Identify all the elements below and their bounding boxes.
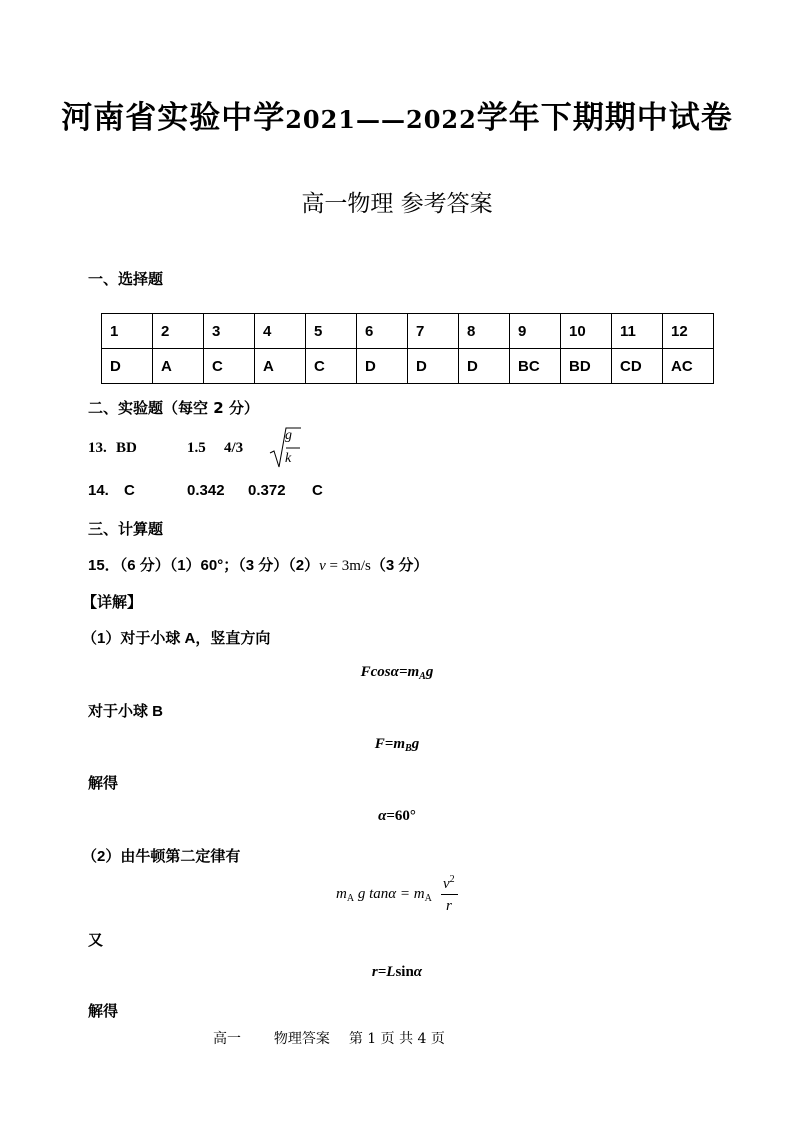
eq4-eqm: = m <box>396 886 425 902</box>
eq4-v: v <box>443 876 450 892</box>
q13-num: 13. <box>88 440 107 456</box>
q-answer: D <box>357 349 408 384</box>
document-title <box>0 92 794 137</box>
eq4-sup: 2 <box>449 874 455 885</box>
eq1-eqm: =m <box>398 664 420 680</box>
eq5-sin: sin <box>395 964 414 980</box>
q14-answer-c: 0.372 <box>248 482 286 499</box>
q-number: 4 <box>255 314 306 349</box>
q-answer: C <box>204 349 255 384</box>
eq1-fcos: Fcos <box>360 664 391 680</box>
eq1-sub: A <box>419 671 426 682</box>
q-answer: CD <box>612 349 663 384</box>
answer-table <box>101 313 714 384</box>
answer-table-row-numbers <box>102 314 714 349</box>
eq5-eql: =L <box>377 964 396 980</box>
q-answer: AC <box>663 349 714 384</box>
eq4-m1: m <box>336 886 347 902</box>
solve1-text: 解得 <box>88 775 119 792</box>
title-year: 2021——2022 <box>285 105 477 134</box>
eq1-g: g <box>425 664 434 680</box>
q-answer: C <box>306 349 357 384</box>
eq2-fm: F=m <box>374 736 406 752</box>
q15-v: v <box>319 558 326 574</box>
q14-answer-b: 0.342 <box>187 482 225 499</box>
q-answer: D <box>102 349 153 384</box>
eq4-numerator <box>443 874 455 893</box>
q15-part2: （3 分） <box>370 557 429 574</box>
step1-text: （1）对于小球 A，竖直方向 <box>82 630 271 647</box>
q13-answer-a: BD <box>116 440 137 456</box>
eq2-g: g <box>411 736 420 752</box>
q15-num: 15． <box>88 557 120 574</box>
q-number: 9 <box>510 314 561 349</box>
eq2-sub: B <box>405 743 412 754</box>
q-answer: D <box>408 349 459 384</box>
eq4-sub2: A <box>424 893 432 904</box>
q-number: 3 <box>204 314 255 349</box>
equation-3 <box>0 808 794 825</box>
eq5-r: r <box>371 964 378 980</box>
q-number: 11 <box>612 314 663 349</box>
sqrt-numerator: g <box>285 428 292 443</box>
q-answer: A <box>255 349 306 384</box>
q14-answer-a: C <box>124 482 135 499</box>
equation-5 <box>0 964 794 981</box>
section1-heading: 一、选择题 <box>88 270 164 288</box>
q-answer: A <box>153 349 204 384</box>
q-number: 1 <box>102 314 153 349</box>
footer-grade: 高一 <box>213 1031 241 1047</box>
answer-table-row-answers <box>102 349 714 384</box>
footer-page-number: 第 1 页 共 4 页 <box>348 1031 445 1047</box>
eq4-gtan: g tan <box>354 886 389 902</box>
sqrt-denominator: k <box>285 451 292 466</box>
eq4-denominator: r <box>446 898 452 914</box>
step2-text: （2）由牛顿第二定律有 <box>82 848 241 865</box>
q-number: 5 <box>306 314 357 349</box>
q-number: 8 <box>459 314 510 349</box>
document-subtitle: 高一物理 参考答案 <box>301 191 493 217</box>
q15-eq: = 3m/s <box>325 558 371 574</box>
q-number: 6 <box>357 314 408 349</box>
eq5-alpha: α <box>413 964 423 980</box>
q15-summary <box>88 554 428 575</box>
q14-answer-d: C <box>312 482 323 499</box>
title-school: 河南省实验中学 <box>61 100 286 136</box>
q-answer: D <box>459 349 510 384</box>
equation-1 <box>0 664 794 682</box>
q-number: 2 <box>153 314 204 349</box>
ballB-text: 对于小球 B <box>88 703 164 720</box>
q15-part1: （6 分）（1）60°；（3 分）（2） <box>119 557 320 574</box>
q-number: 10 <box>561 314 612 349</box>
q-answer: BC <box>510 349 561 384</box>
eq4-alpha: α <box>388 886 397 902</box>
q-number: 12 <box>663 314 714 349</box>
title-term: 学年下期期中试卷 <box>476 100 733 136</box>
also-text: 又 <box>88 932 104 949</box>
eq1-alpha: α <box>390 664 399 680</box>
equation-2 <box>0 736 794 754</box>
q-answer: BD <box>561 349 612 384</box>
q13-answer-b: 1.5 <box>187 440 206 456</box>
fraction-bar <box>441 894 458 895</box>
detail-label: 【详解】 <box>82 594 143 611</box>
page-footer <box>213 1028 445 1048</box>
eq3-val: =60° <box>386 808 416 824</box>
q-number: 7 <box>408 314 459 349</box>
eq3-alpha: α <box>378 808 387 824</box>
section3-heading: 三、计算题 <box>88 520 164 538</box>
q13-answer-c: 4/3 <box>224 440 244 456</box>
footer-subject: 物理答案 <box>273 1031 330 1047</box>
solve2-text: 解得 <box>88 1003 119 1020</box>
equation-4-lhs <box>336 886 432 904</box>
q14-num: 14. <box>88 482 109 499</box>
eq4-sub1: A <box>346 893 355 904</box>
section2-heading: 二、实验题（每空 2 分） <box>88 399 259 417</box>
